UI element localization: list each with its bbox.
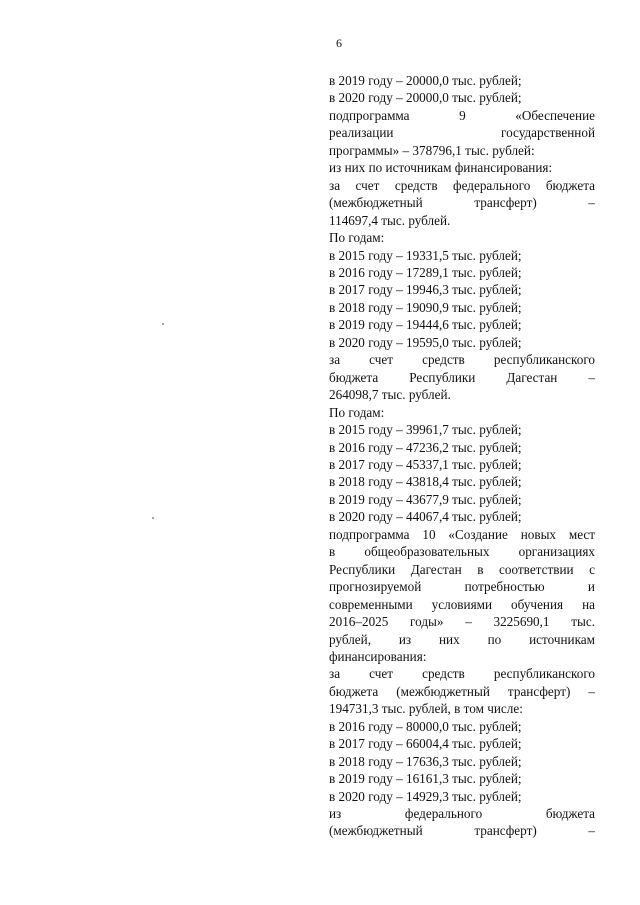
text-line: рублей, из них по источникам bbox=[329, 631, 595, 647]
text-line: По годам: bbox=[329, 230, 385, 246]
text-line: в 2020 году – 14929,3 тыс. рублей; bbox=[329, 788, 522, 804]
text-line: в 2018 году – 19090,9 тыс. рублей; bbox=[329, 299, 522, 315]
text-line: из федерального бюджета bbox=[329, 806, 595, 822]
text-line: в 2017 году – 19946,3 тыс. рублей; bbox=[329, 282, 522, 298]
text-line: реализации государственной bbox=[329, 125, 595, 141]
text-line: финансирования: bbox=[329, 648, 427, 664]
text-line: 194731,3 тыс. рублей, в том числе: bbox=[329, 701, 523, 717]
text-line: в общеобразовательных организациях bbox=[329, 544, 595, 560]
text-line: в 2015 году – 19331,5 тыс. рублей; bbox=[329, 247, 522, 263]
text-line: в 2016 году – 17289,1 тыс. рублей; bbox=[329, 264, 522, 280]
text-line: (межбюджетный трансферт) – bbox=[329, 823, 595, 839]
text-line: бюджета Республики Дагестан – bbox=[329, 369, 595, 385]
text-line: за счет средств республиканского bbox=[329, 666, 595, 682]
scan-speck bbox=[152, 517, 154, 519]
text-line: По годам: bbox=[329, 404, 385, 420]
text-line: (межбюджетный трансферт) – bbox=[329, 195, 595, 211]
text-line: в 2019 году – 20000,0 тыс. рублей; bbox=[329, 73, 522, 88]
text-line: в 2017 году – 66004,4 тыс. рублей; bbox=[329, 736, 522, 752]
text-line: в 2017 году – 45337,1 тыс. рублей; bbox=[329, 456, 522, 472]
page-number: 6 bbox=[336, 36, 342, 50]
text-line: из них по источникам финансирования: bbox=[329, 160, 553, 176]
text-line: современными условиями обучения на bbox=[329, 596, 595, 612]
text-line: в 2019 году – 16161,3 тыс. рублей; bbox=[329, 771, 522, 787]
text-line: в 2015 году – 39961,7 тыс. рублей; bbox=[329, 422, 522, 438]
text-line: в 2016 году – 47236,2 тыс. рублей; bbox=[329, 439, 522, 455]
text-line: прогнозируемой потребностью и bbox=[329, 579, 595, 595]
text-line: 264098,7 тыс. рублей. bbox=[329, 387, 451, 403]
text-line: в 2019 году – 43677,9 тыс. рублей; bbox=[329, 491, 522, 507]
scan-speck bbox=[162, 323, 164, 325]
text-line: в 2016 году – 80000,0 тыс. рублей; bbox=[329, 718, 522, 734]
text-line: в 2018 году – 43818,4 тыс. рублей; bbox=[329, 474, 522, 490]
text-line: в 2020 году – 44067,4 тыс. рублей; bbox=[329, 509, 522, 525]
text-line: программы» – 378796,1 тыс. рублей: bbox=[329, 142, 535, 158]
text-line: подпрограмма 9 «Обеспечение bbox=[329, 107, 595, 123]
document-text-column bbox=[329, 72, 595, 840]
text-line: бюджета (межбюджетный трансферт) – bbox=[329, 683, 595, 699]
text-line: 2016–2025 годы» – 3225690,1 тыс. bbox=[329, 614, 595, 630]
text-line: в 2018 году – 17636,3 тыс. рублей; bbox=[329, 753, 522, 769]
text-line: за счет средств федерального бюджета bbox=[329, 177, 595, 193]
text-line: Республики Дагестан в соответствии с bbox=[329, 561, 595, 577]
text-line: за счет средств республиканского bbox=[329, 352, 595, 368]
text-line: 114697,4 тыс. рублей. bbox=[329, 212, 451, 228]
text-line: подпрограмма 10 «Создание новых мест bbox=[329, 526, 595, 542]
text-line: в 2020 году – 20000,0 тыс. рублей; bbox=[329, 90, 522, 106]
text-line: в 2019 году – 19444,6 тыс. рублей; bbox=[329, 317, 522, 333]
text-line: в 2020 году – 19595,0 тыс. рублей; bbox=[329, 334, 522, 350]
